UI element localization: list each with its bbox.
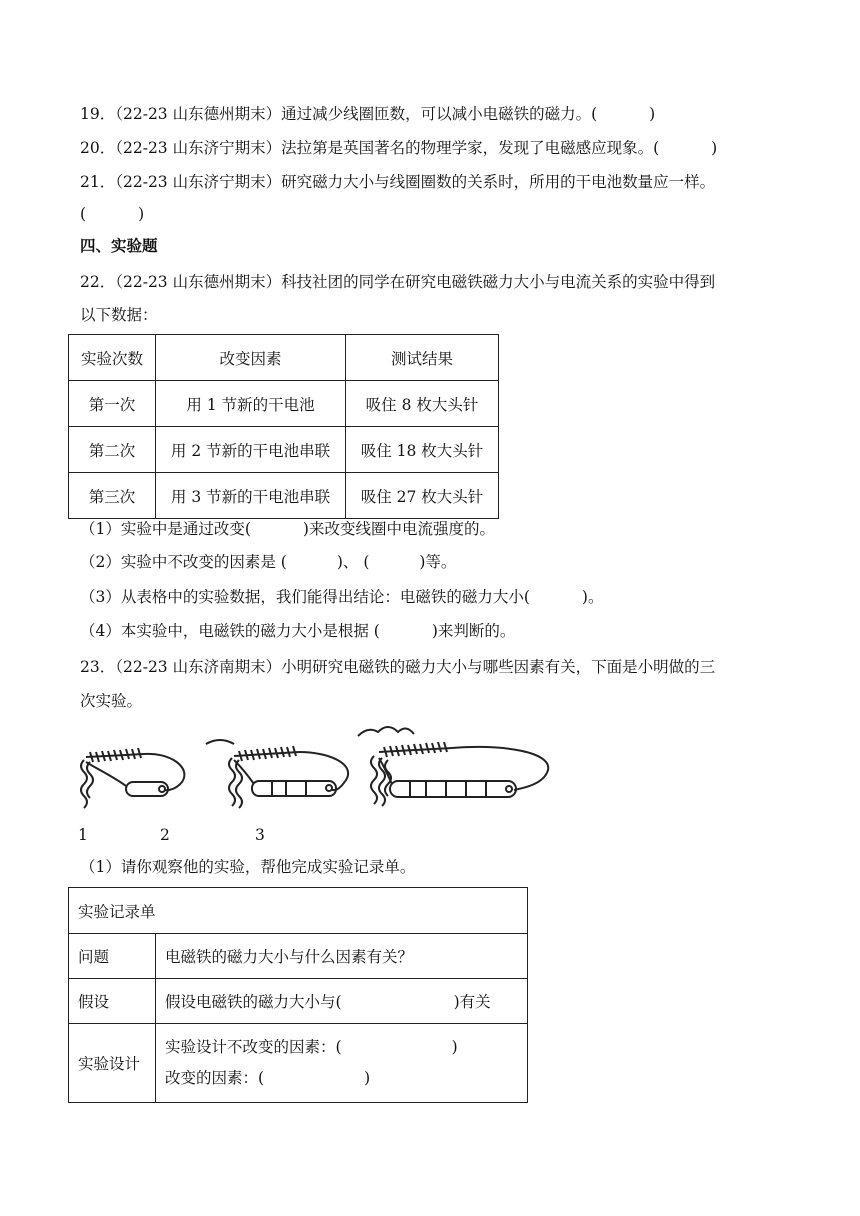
question-number: 21． bbox=[80, 173, 116, 191]
question-text: （22-23 山东济宁期末）研究磁力大小与线圈圈数的关系时，所用的干电池数量应一样。 bbox=[115, 173, 716, 191]
table-header-row bbox=[69, 335, 499, 381]
figure-label: 2 bbox=[160, 826, 170, 844]
table-row bbox=[69, 473, 499, 519]
q22-sub1: （1）实验中是通过改变( )来改变线圈中电流强度的。 bbox=[80, 520, 495, 538]
table-row bbox=[69, 888, 528, 934]
question-number: 19． bbox=[80, 105, 116, 123]
question-text: （22-23 山东济宁期末）法拉第是英国著名的物理学家，发现了电磁感应现象。( bbox=[115, 139, 660, 157]
electromagnet-experiment-figure bbox=[74, 722, 554, 822]
question-23 bbox=[80, 656, 715, 678]
q22-sub2: （2）实验中不改变的因素是 ( )、 ( )等。 bbox=[80, 553, 457, 571]
question-text: （22-23 山东德州期末）科技社团的同学在研究电磁铁磁力大小与电流关系的实验中得到 bbox=[115, 273, 716, 291]
figure-label: 1 bbox=[78, 826, 88, 844]
table-cell: 吸住 8 枚大头针 bbox=[346, 381, 499, 427]
electromagnet-2 bbox=[206, 740, 348, 808]
table-row bbox=[69, 979, 528, 1024]
section-title: 四、实验题 bbox=[80, 236, 158, 255]
question-text: （22-23 山东德州期末）通过减少线圈匝数，可以减小电磁铁的磁力。( bbox=[115, 105, 598, 123]
table-cell: 第二次 bbox=[69, 427, 156, 473]
question-23-cont: 次实验。 bbox=[80, 692, 143, 710]
question-20: 20．（22-23 山东济宁期末）法拉第是英国著名的物理学家，发现了电磁感应现象。( ) bbox=[80, 139, 718, 157]
question-text: （22-23 山东济南期末）小明研究电磁铁的磁力大小与哪些因素有关，下面是小明做的三 bbox=[115, 658, 716, 676]
figure-label: 3 bbox=[255, 826, 265, 844]
q22-sub4: （4）本实验中，电磁铁的磁力大小是根据 ( )来判断的。 bbox=[80, 622, 516, 640]
table-header: 改变因素 bbox=[156, 335, 346, 381]
table-cell: 用 2 节新的干电池串联 bbox=[156, 427, 346, 473]
question-22-cont: 以下数据： bbox=[80, 306, 158, 324]
record-question: 电磁铁的磁力大小与什么因素有关？ bbox=[156, 934, 528, 979]
table-row bbox=[69, 934, 528, 979]
question-number: 23． bbox=[80, 658, 116, 676]
electromagnet-1 bbox=[81, 748, 184, 808]
question-22 bbox=[80, 271, 715, 293]
record-design: 实验设计不改变的因素：( ) 改变的因素：( ) bbox=[156, 1024, 528, 1103]
record-hypothesis: 假设电磁铁的磁力大小与( )有关 bbox=[156, 979, 528, 1024]
question-19: 19．（22-23 山东德州期末）通过减少线圈匝数，可以减小电磁铁的磁力。( ) bbox=[80, 105, 656, 123]
table-header: 测试结果 bbox=[346, 335, 499, 381]
question-21-answer: ( ) bbox=[80, 205, 145, 223]
record-label: 问题 bbox=[69, 934, 156, 979]
question-number: 22． bbox=[80, 273, 116, 291]
record-label: 假设 bbox=[69, 979, 156, 1024]
table-row bbox=[69, 381, 499, 427]
table-cell: 吸住 18 枚大头针 bbox=[346, 427, 499, 473]
record-label: 实验设计 bbox=[69, 1024, 156, 1103]
record-title: 实验记录单 bbox=[69, 888, 528, 934]
table-cell: 用 3 节新的干电池串联 bbox=[156, 473, 346, 519]
data-table bbox=[68, 334, 499, 519]
question-number: 20． bbox=[80, 139, 116, 157]
table-cell: 用 1 节新的干电池 bbox=[156, 381, 346, 427]
q22-sub3: （3）从表格中的实验数据，我们能得出结论：电磁铁的磁力大小( )。 bbox=[80, 588, 604, 606]
table-header: 实验次数 bbox=[69, 335, 156, 381]
question-21 bbox=[80, 171, 715, 193]
table-cell: 第一次 bbox=[69, 381, 156, 427]
table-row bbox=[69, 427, 499, 473]
table-cell: 吸住 27 枚大头针 bbox=[346, 473, 499, 519]
experiment-record-table bbox=[68, 887, 528, 1103]
table-row bbox=[69, 1024, 528, 1103]
electromagnet-3 bbox=[358, 727, 548, 806]
q23-sub1: （1）请你观察他的实验，帮他完成实验记录单。 bbox=[80, 858, 416, 876]
table-cell: 第三次 bbox=[69, 473, 156, 519]
